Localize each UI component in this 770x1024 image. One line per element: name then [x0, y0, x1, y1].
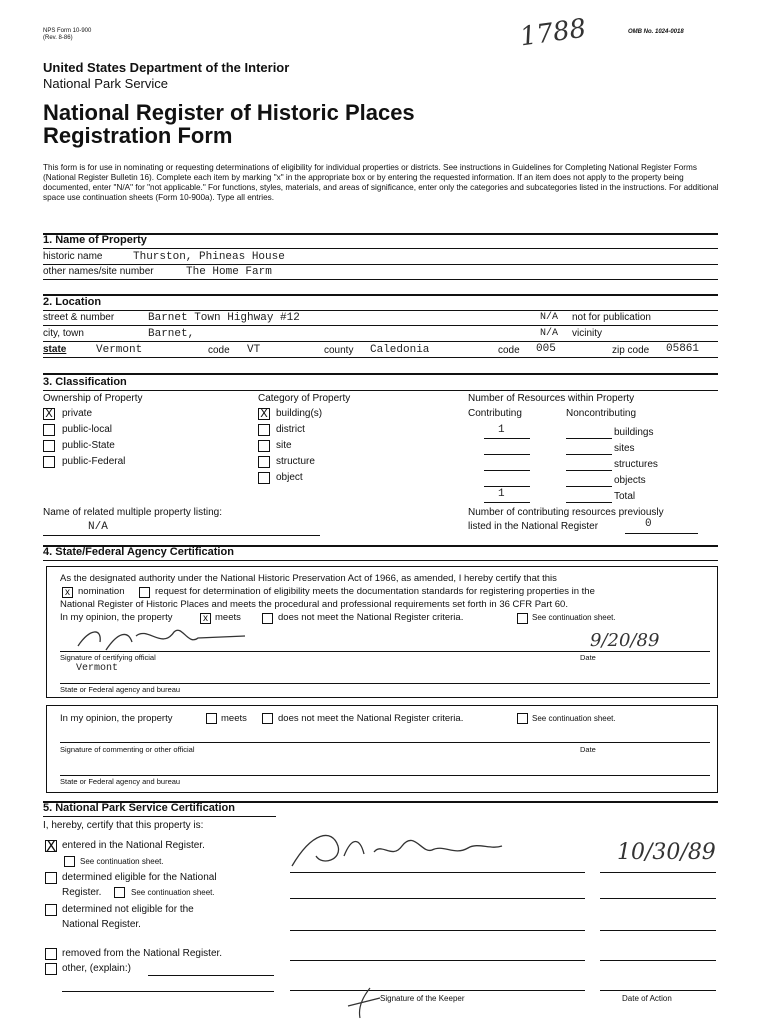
signature-line	[290, 872, 585, 873]
omb-number: OMB No. 1024-0018	[628, 29, 684, 35]
not-for-publication-label: not for publication	[572, 312, 651, 323]
district-checkbox[interactable]	[258, 424, 270, 436]
public-state-label: public-State	[62, 440, 115, 451]
form-title: National Register of Historic Places	[43, 100, 415, 125]
determined-eligible-checkbox[interactable]	[45, 872, 57, 884]
city-label: city, town	[43, 328, 84, 339]
previous-listed-value[interactable]: 0	[645, 518, 652, 530]
continuation2-checkbox[interactable]	[517, 713, 528, 724]
meets-checkbox[interactable]: x	[200, 613, 211, 624]
signature-line	[290, 898, 585, 899]
zip-label: zip code	[612, 345, 650, 356]
contributing-buildings[interactable]: 1	[498, 424, 505, 436]
other-names-label: other names/site number	[43, 266, 154, 277]
removed-label: removed from the National Register.	[62, 948, 223, 959]
section5-heading: 5. National Park Service Certification	[43, 802, 235, 814]
agency-label: State or Federal agency and bureau	[60, 685, 181, 694]
date-line	[600, 960, 716, 961]
county-label: county	[324, 345, 354, 356]
blank-line	[625, 533, 698, 534]
previous-listed-label-2: listed in the National Register	[468, 521, 599, 532]
nomination-label: nomination	[78, 586, 125, 597]
contributing-header: Contributing	[468, 408, 522, 419]
determined-continuation-checkbox[interactable]	[114, 887, 125, 898]
determined-eligible-label: determined eligible for the National	[62, 872, 217, 883]
contributing-total[interactable]: 1	[498, 488, 505, 500]
city-field[interactable]: Barnet,	[148, 328, 195, 340]
site-checkbox[interactable]	[258, 440, 270, 452]
historic-name-field[interactable]: Thurston, Phineas House	[133, 251, 285, 263]
continuation-checkbox[interactable]	[517, 613, 528, 624]
meets2-checkbox[interactable]	[206, 713, 217, 724]
structure-label: structure	[276, 456, 315, 467]
blank-line	[566, 454, 612, 455]
blank-line	[484, 470, 530, 471]
signature-label: Signature of certifying official	[60, 653, 156, 662]
date-line	[600, 930, 716, 931]
certification-date: 9/20/89	[590, 630, 660, 651]
handwritten-number: 1788	[518, 13, 588, 53]
date2-label: Date	[580, 745, 596, 754]
divider	[43, 373, 718, 375]
does-not-meet-checkbox[interactable]	[262, 613, 273, 624]
intro-instructions: This form is for use in nominating or requesting determinations of eligibility for individual properties or districts. See instructions in Guidelines for Completing National Register Forms (National Register Bulletin 16). Complete each item by marking "x" in the appropriate box or by entering the requested information. If an item does not apply to the property being documented, enter "N/A" for "not applicable." For functions, styles, materials, and areas of significance, enter only the categories and subcategories listed in the instructions. For additional space use continuation sheets (Form 10-900a). Type all entries.	[43, 163, 719, 202]
other-names-field[interactable]: The Home Farm	[186, 266, 272, 278]
public-local-checkbox[interactable]	[43, 424, 55, 436]
blank-line	[566, 502, 612, 503]
does-not-meet2-label: does not meet the National Register criteria.	[278, 713, 464, 724]
entered-label: entered in the National Register.	[62, 840, 205, 851]
section1-heading: 1. Name of Property	[43, 234, 147, 246]
divider	[43, 341, 718, 342]
vicinity-value[interactable]: N/A	[540, 328, 559, 339]
date-line	[600, 872, 716, 873]
objects-label: objects	[614, 475, 646, 486]
entered-checkbox[interactable]: X	[46, 837, 57, 855]
divider	[43, 325, 718, 326]
state-label: state	[43, 344, 67, 355]
determined-continuation-label: See continuation sheet.	[131, 888, 215, 897]
blank-line	[484, 502, 530, 503]
other-explain-line	[148, 975, 274, 976]
entered-continuation-label: See continuation sheet.	[80, 857, 164, 866]
county-field[interactable]: Caledonia	[370, 344, 430, 356]
entered-continuation-checkbox[interactable]	[64, 856, 75, 867]
agency2-label: State or Federal agency and bureau	[60, 777, 181, 786]
blank-line	[484, 486, 530, 487]
agency-field[interactable]: Vermont	[76, 663, 119, 674]
site-label: site	[276, 440, 292, 451]
total-label: Total	[614, 491, 636, 502]
section2-heading: 2. Location	[43, 296, 102, 308]
street-field[interactable]: Barnet Town Highway #12	[148, 312, 300, 324]
meets2-label: meets	[221, 713, 247, 724]
date-line	[600, 898, 716, 899]
cert-line-1: As the designated authority under the National Historic Preservation Act of 1966, as amended, I hereby certify that this	[60, 573, 557, 584]
ownership-heading: Ownership of Property	[43, 393, 143, 404]
district-label: district	[276, 424, 305, 435]
request-text: request for determination of eligibility meets the documentation standards for registering properties in the	[155, 586, 595, 597]
state-code-field[interactable]: VT	[247, 344, 261, 356]
removed-checkbox[interactable]	[45, 948, 57, 960]
does-not-meet2-checkbox[interactable]	[262, 713, 273, 724]
state-field[interactable]: Vermont	[96, 344, 143, 356]
signature-line	[290, 960, 585, 961]
public-federal-label: public-Federal	[62, 456, 126, 467]
noncontributing-header: Noncontributing	[566, 408, 637, 419]
keeper-signature	[282, 826, 512, 874]
resources-heading: Number of Resources within Property	[468, 393, 635, 404]
blank-line	[566, 438, 612, 439]
signature-line	[60, 651, 710, 652]
signature2-label: Signature of commenting or other official	[60, 745, 195, 754]
state-code-label: code	[208, 345, 230, 356]
divider	[43, 279, 718, 280]
nps-cert-intro: I, hereby, certify that this property is:	[43, 820, 204, 831]
building-label: building(s)	[276, 408, 323, 419]
form-number: NPS Form 10-900	[43, 28, 92, 34]
divider	[43, 357, 718, 358]
structures-label: structures	[614, 459, 658, 470]
signature-line	[290, 990, 585, 991]
agency2-line	[60, 775, 710, 776]
blank-line	[566, 470, 612, 471]
county-code-label: code	[498, 345, 520, 356]
vicinity-label: vicinity	[572, 328, 603, 339]
related-listing-label: Name of related multiple property listing:	[43, 507, 222, 518]
public-local-label: public-local	[62, 424, 113, 435]
related-listing-field[interactable]: N/A	[88, 521, 108, 533]
sites-label: sites	[614, 443, 635, 454]
not-eligible-label: determined not eligible for the	[62, 904, 194, 915]
street-label: street & number	[43, 312, 115, 323]
other-label: other, (explain:)	[62, 963, 131, 974]
continuation2-label: See continuation sheet.	[532, 714, 616, 723]
section3-heading: 3. Classification	[43, 376, 127, 388]
zip-field[interactable]: 05861	[666, 343, 700, 355]
nomination-checkbox[interactable]: x	[62, 587, 73, 598]
opinion2-prefix: In my opinion, the property	[60, 713, 173, 724]
divider	[43, 390, 718, 391]
private-label: private	[62, 408, 93, 419]
date-of-action-label: Date of Action	[622, 994, 672, 1003]
keeper-initials-mark	[344, 984, 384, 1020]
blank-line	[484, 438, 530, 439]
private-checkbox[interactable]: X	[43, 408, 55, 420]
public-federal-checkbox[interactable]	[43, 456, 55, 468]
meets-label: meets	[215, 612, 241, 623]
keeper-signature-label: Signature of the Keeper	[380, 994, 465, 1003]
building-checkbox[interactable]: X	[258, 408, 270, 420]
divider	[43, 248, 718, 249]
not-for-publication-value[interactable]: N/A	[540, 312, 559, 323]
object-checkbox[interactable]	[258, 472, 270, 484]
divider	[43, 310, 718, 311]
form-subtitle: Registration Form	[43, 123, 233, 148]
determined-eligible-label-2: Register.	[62, 887, 102, 898]
divider	[43, 816, 276, 817]
opinion-prefix: In my opinion, the property	[60, 612, 173, 623]
not-eligible-label-2: National Register.	[62, 919, 141, 930]
historic-name-label: historic name	[43, 251, 103, 262]
public-state-checkbox[interactable]	[43, 440, 55, 452]
divider	[43, 560, 718, 561]
date-label: Date	[580, 653, 596, 662]
agency-name: United States Department of the Interior	[43, 60, 290, 75]
signature-line	[290, 930, 585, 931]
request-checkbox[interactable]	[139, 587, 150, 598]
other-explain-line	[62, 991, 274, 992]
county-code-field[interactable]: 005	[536, 343, 556, 355]
not-eligible-checkbox[interactable]	[45, 904, 57, 916]
date-line	[600, 990, 716, 991]
form-revision: (Rev. 8-86)	[43, 35, 73, 41]
signature2-line	[60, 742, 710, 743]
continuation-label: See continuation sheet.	[532, 613, 616, 622]
does-not-meet-label: does not meet the National Register criteria.	[278, 612, 464, 623]
blank-line	[484, 454, 530, 455]
other-checkbox[interactable]	[45, 963, 57, 975]
service-name: National Park Service	[43, 76, 168, 91]
category-heading: Category of Property	[258, 393, 351, 404]
buildings-label: buildings	[614, 427, 654, 438]
divider	[43, 264, 718, 265]
structure-checkbox[interactable]	[258, 456, 270, 468]
blank-line	[43, 535, 320, 536]
action-date-written: 10/30/89	[617, 840, 716, 865]
divider	[43, 294, 718, 296]
agency-line	[60, 683, 710, 684]
cert-line-3: National Register of Historic Places and meets the procedural and professional requirements set forth in 36 CFR Part 60.	[60, 599, 568, 610]
section4-heading: 4. State/Federal Agency Certification	[43, 546, 234, 558]
object-label: object	[276, 472, 303, 483]
blank-line	[566, 486, 612, 487]
previous-listed-label-1: Number of contributing resources previously	[468, 507, 664, 518]
